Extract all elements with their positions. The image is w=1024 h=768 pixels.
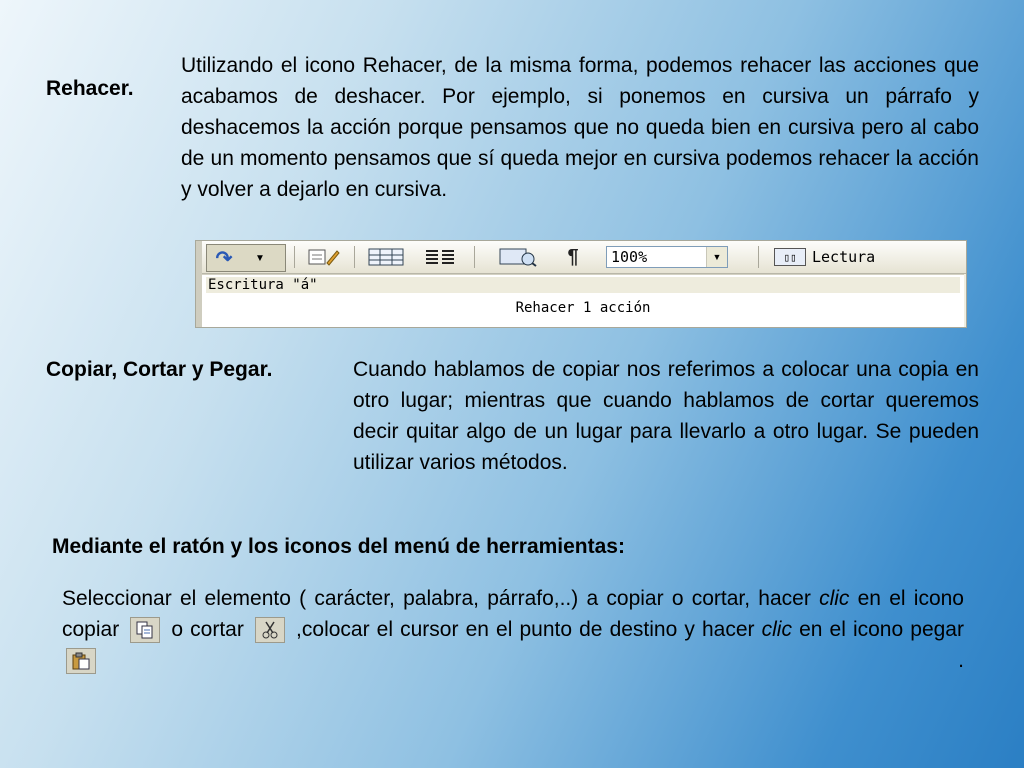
rehacer-heading: Rehacer. [46, 77, 134, 100]
book-icon: ▯▯ [774, 248, 806, 266]
seleccionar-text-4: ,colocar el cursor en el punto de destino y hacer [288, 618, 762, 641]
clic-text: clic [819, 587, 850, 610]
copy-icon[interactable] [130, 617, 160, 643]
columns-icon[interactable] [422, 246, 458, 268]
clic-text: clic [761, 618, 792, 641]
toolbar [196, 241, 966, 274]
copiar-heading: Copiar, Cortar y Pegar. [46, 358, 273, 381]
reading-button[interactable] [774, 246, 875, 268]
pilcrow-icon[interactable]: ¶ [567, 245, 579, 268]
seleccionar-text-3: o cortar [164, 618, 251, 641]
seleccionar-paragraph [62, 583, 964, 676]
copiar-paragraph: Cuando hablamos de copiar nos referimos a colocar una copia en otro lugar; mientras que cuando hablamos de cortar queremos decir quitar algo de un lugar para llevarlo a otro lugar. Se pueden utilizar varios métodos. [353, 358, 979, 474]
redo-icon: ↷ [215, 247, 233, 270]
chevron-down-icon[interactable]: ▼ [706, 247, 727, 267]
drawing-icon[interactable] [306, 246, 342, 268]
seleccionar-text-1: Seleccionar el elemento ( carácter, palabra, párrafo,..) a copiar o cortar, hacer [62, 587, 820, 610]
toolbar-separator [474, 246, 475, 268]
seleccionar-text-5: en el icono pegar [791, 618, 964, 641]
table-icon[interactable] [366, 246, 406, 268]
cut-icon[interactable] [255, 617, 285, 643]
redo-dropdown-list [202, 274, 964, 327]
toolbar-screenshot [195, 240, 967, 328]
redo-count-label: Rehacer 1 acción [515, 300, 651, 316]
toolbar-separator [294, 246, 295, 268]
zoom-value: 100% [611, 248, 648, 266]
paste-icon[interactable] [66, 648, 96, 674]
seleccionar-text-6: . [100, 649, 964, 672]
reading-label: Lectura [812, 248, 876, 266]
redo-button[interactable] [206, 244, 286, 272]
redo-list-item[interactable]: Escritura "á" [206, 277, 960, 293]
mediante-heading: Mediante el ratón y los iconos del menú de herramientas: [52, 535, 625, 558]
toolbar-separator [354, 246, 355, 268]
toolbar-separator [758, 246, 759, 268]
document-map-icon[interactable] [496, 246, 540, 268]
chevron-down-icon[interactable]: ▼ [255, 252, 265, 264]
rehacer-paragraph: Utilizando el icono Rehacer, de la misma forma, podemos rehacer las acciones que acabamos de deshacer. Por ejemplo, si ponemos en cursiva un párrafo y deshacemos la acción porque pensamos que no queda bien en cursiva pero al cabo de un momento pensamos que sí queda mejor en cursiva podemos rehacer la acción y volver a dejarlo en cursiva. [181, 54, 979, 201]
seleccionar-text-2: en el icono copiar [62, 587, 964, 641]
zoom-select[interactable] [606, 246, 728, 268]
